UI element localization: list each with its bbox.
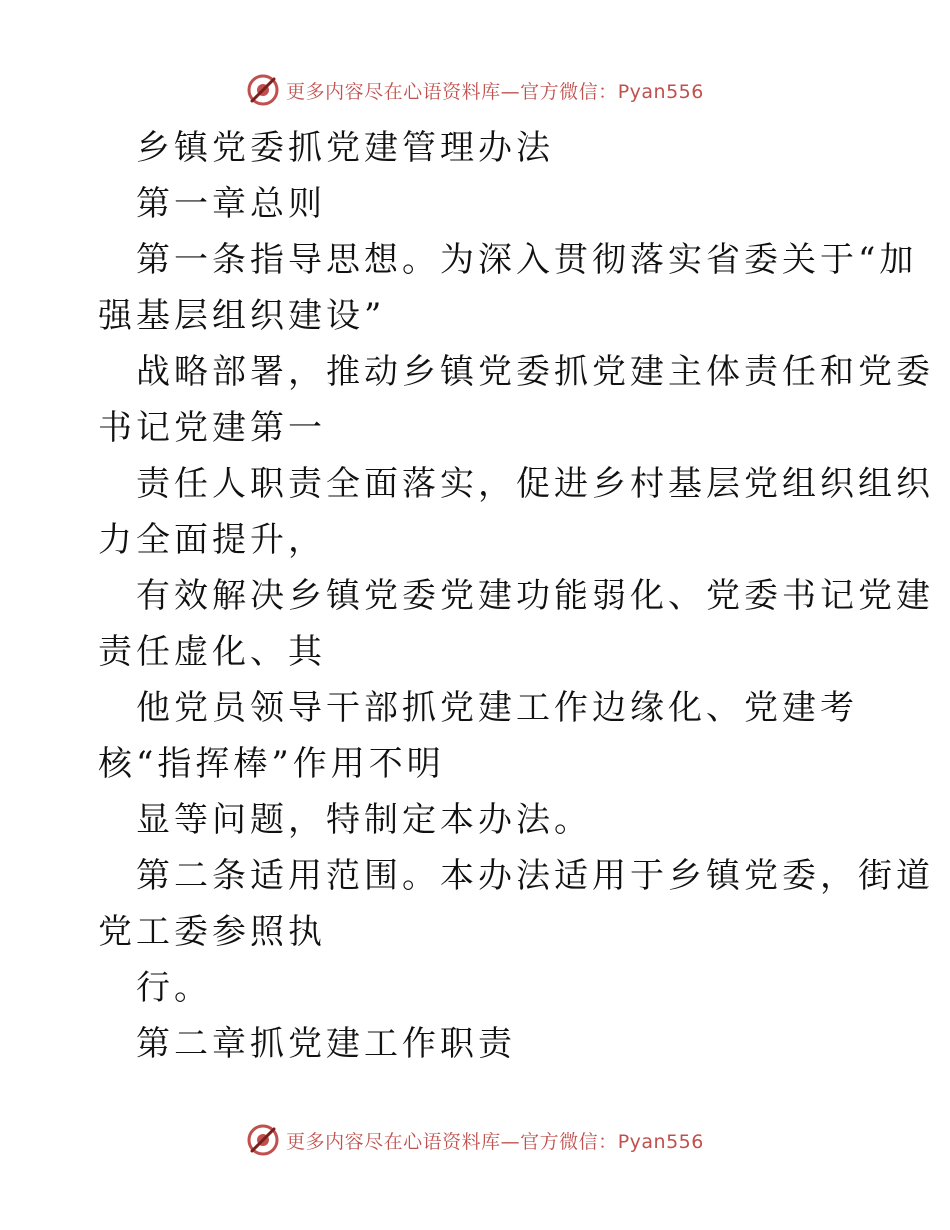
watermark-official: 官方微信： <box>520 80 618 103</box>
doc-title: 乡镇党委抓党建管理办法 <box>136 128 554 168</box>
footer-watermark <box>0 1120 950 1160</box>
watermark-text: 更多内容尽在心语资料库 <box>286 1130 501 1153</box>
watermark-dash: — <box>500 80 521 103</box>
paragraph-line: 行。 <box>136 968 212 1008</box>
watermark-official: 官方微信： <box>520 1130 618 1153</box>
watermark-id: Pyan556 <box>617 1130 704 1153</box>
paragraph-line: 责任人职责全面落实，促进乡村基层党组织组织 <box>136 464 934 504</box>
watermark-id: Pyan556 <box>617 80 704 103</box>
paragraph-line: 他党员领导干部抓党建工作边缘化、党建考 <box>136 688 858 728</box>
paragraph-line: 核“指挥棒”作用不明 <box>98 744 445 784</box>
watermark-label <box>286 1127 704 1154</box>
paragraph-line: 第二条适用范围。本办法适用于乡镇党委，街道 <box>136 856 934 896</box>
paragraph-line: 书记党建第一 <box>98 408 326 448</box>
paragraph-line: 力全面提升， <box>98 520 326 560</box>
paragraph-line: 战略部署，推动乡镇党委抓党建主体责任和党委 <box>136 352 934 392</box>
paragraph-line: 党工委参照执 <box>98 912 326 952</box>
paragraph-line: 责任虚化、其 <box>98 632 326 672</box>
logo-icon <box>246 73 280 107</box>
chapter-heading: 第二章抓党建工作职责 <box>136 1024 516 1064</box>
paragraph-line: 第一条指导思想。为深入贯彻落实省委关于“加 <box>136 240 918 280</box>
watermark-text: 更多内容尽在心语资料库 <box>286 80 501 103</box>
watermark-dash: — <box>500 1130 521 1153</box>
paragraph-line: 显等问题，特制定本办法。 <box>136 800 592 840</box>
logo-icon <box>246 1123 280 1157</box>
paragraph-line: 有效解决乡镇党委党建功能弱化、党委书记党建 <box>136 576 934 616</box>
document-body <box>98 120 934 1072</box>
header-watermark <box>0 70 950 110</box>
watermark-label <box>286 77 704 104</box>
paragraph-line: 强基层组织建设” <box>98 296 386 336</box>
chapter-heading: 第一章总则 <box>136 184 326 224</box>
